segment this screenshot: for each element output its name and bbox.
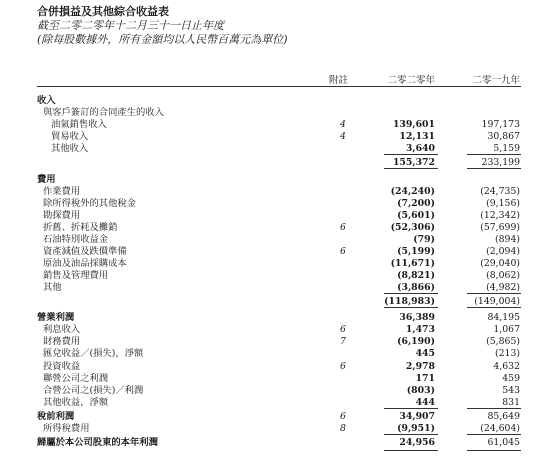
column-header-note: 附註 — [329, 75, 349, 86]
row-label: 其他收益，淨額 — [43, 397, 109, 408]
row-value-2020: (8,821) — [397, 270, 435, 281]
row-label: 費用 — [37, 174, 56, 185]
row-note: 4 — [340, 119, 346, 130]
row-value-2020: (79) — [413, 234, 435, 245]
row-value-2020: (6,190) — [397, 336, 435, 347]
row-value-2020: (11,671) — [390, 258, 435, 269]
row-note: 6 — [340, 246, 346, 257]
row-value-2019: 30,867 — [487, 131, 520, 142]
row-value-2020: (7,200) — [397, 198, 435, 209]
table-row — [0, 411, 550, 423]
row-value-2019: (149,004) — [474, 296, 520, 307]
total-rule — [467, 168, 521, 169]
total-rule — [384, 450, 438, 451]
header-rule — [37, 86, 521, 87]
total-rule — [467, 293, 521, 294]
row-label: 其他 — [43, 282, 62, 293]
total-rule — [384, 307, 438, 308]
row-note: 8 — [340, 423, 346, 434]
row-value-2020: 155,372 — [392, 157, 435, 168]
table-row — [0, 361, 550, 373]
row-value-2019: (12,342) — [480, 210, 520, 221]
row-label: 稅前利潤 — [37, 411, 75, 422]
row-note: 7 — [340, 336, 346, 347]
total-rule — [467, 434, 521, 435]
row-note: 6 — [340, 361, 346, 372]
table-row — [0, 119, 550, 131]
row-value-2019: 85,649 — [487, 411, 520, 422]
column-header-2019: 二零一九年 — [472, 75, 520, 86]
table-row — [0, 348, 550, 360]
total-rule — [384, 434, 438, 435]
total-rule — [384, 293, 438, 294]
row-label: 折舊、折耗及攤銷 — [43, 222, 118, 233]
row-value-2020: 445 — [415, 348, 435, 359]
table-row — [0, 198, 550, 210]
row-label: 利息收入 — [43, 324, 81, 335]
row-value-2019: (24,735) — [480, 186, 520, 197]
row-value-2020: 24,956 — [399, 437, 435, 448]
row-value-2019: (4,982) — [486, 282, 520, 293]
statement-period: 截至二零二零年十二月三十一日止年度 — [37, 19, 224, 32]
row-label: 投資收益 — [43, 361, 81, 372]
row-value-2020: 36,389 — [399, 312, 435, 323]
row-label: 石油特別收益金 — [43, 234, 109, 245]
row-value-2019: 61,045 — [487, 437, 520, 448]
row-value-2019: 233,199 — [481, 157, 520, 168]
row-value-2020: (3,866) — [397, 282, 435, 293]
table-row — [0, 373, 550, 385]
row-label: 資產減值及跌價準備 — [43, 246, 127, 257]
row-value-2019: (2,094) — [486, 246, 520, 257]
row-value-2019: 459 — [502, 373, 520, 384]
total-rule — [384, 168, 438, 169]
row-value-2020: (5,199) — [397, 246, 435, 257]
row-label: 聯營公司之利潤 — [43, 373, 109, 384]
table-row — [0, 186, 550, 198]
row-label: 所得稅費用 — [43, 423, 90, 434]
row-label: 與客戶簽訂的合同產生的收入 — [43, 107, 164, 118]
row-label: 作業費用 — [43, 186, 81, 197]
row-value-2019: (8,062) — [486, 270, 520, 281]
table-row — [0, 437, 550, 449]
row-value-2020: (5,601) — [397, 210, 435, 221]
row-label: 營業利潤 — [37, 312, 75, 323]
row-label: 財務費用 — [43, 336, 81, 347]
row-value-2019: (213) — [495, 348, 520, 359]
row-label: 歸屬於本公司股東的本年利潤 — [37, 437, 158, 448]
total-rule — [467, 450, 521, 451]
table-row — [0, 131, 550, 143]
row-value-2020: 171 — [415, 373, 435, 384]
row-value-2019: 197,173 — [481, 119, 520, 130]
row-note: 6 — [340, 324, 346, 335]
row-value-2019: (5,865) — [486, 336, 520, 347]
total-rule — [384, 154, 438, 155]
row-value-2019: (9,156) — [486, 198, 520, 209]
row-value-2019: (24,604) — [480, 423, 520, 434]
row-note: 4 — [340, 131, 346, 142]
table-row — [0, 210, 550, 222]
row-value-2020: 444 — [415, 397, 435, 408]
row-label: 原油及油品採購成本 — [43, 258, 127, 269]
row-value-2020: 1,473 — [405, 324, 435, 335]
row-value-2020: (24,240) — [390, 186, 435, 197]
table-row — [0, 385, 550, 397]
table-row — [0, 258, 550, 270]
row-note: 6 — [340, 411, 346, 422]
column-header-2020: 二零二零年 — [387, 75, 435, 86]
total-rule — [467, 307, 521, 308]
row-label: 勘探費用 — [43, 210, 81, 221]
statement-units: (除每股數據外，所有金額均以人民幣百萬元為單位) — [37, 33, 288, 46]
row-value-2020: 139,601 — [392, 119, 435, 130]
table-row — [0, 174, 550, 186]
row-value-2019: 1,067 — [493, 324, 520, 335]
table-row — [0, 336, 550, 348]
row-value-2020: 12,131 — [399, 131, 435, 142]
total-rule — [467, 154, 521, 155]
row-value-2020: (9,951) — [397, 423, 435, 434]
row-value-2020: 2,978 — [405, 361, 435, 372]
table-row — [0, 270, 550, 282]
row-value-2020: (52,306) — [390, 222, 435, 233]
table-row — [0, 107, 550, 119]
row-value-2019: (29,040) — [480, 258, 520, 269]
row-label: 收入 — [37, 95, 56, 106]
row-value-2020: (118,983) — [384, 296, 435, 307]
table-row — [0, 222, 550, 234]
table-row — [0, 234, 550, 246]
row-note: 6 — [340, 222, 346, 233]
row-value-2019: (894) — [495, 234, 520, 245]
row-value-2019: 5,159 — [493, 143, 520, 154]
row-label: 合營公司之(損失)／利潤 — [43, 385, 144, 396]
statement-title: 合併損益及其他綜合收益表 — [37, 5, 169, 18]
total-rule — [467, 408, 521, 409]
row-label: 除所得稅外的其他稅金 — [43, 198, 136, 209]
row-value-2019: 543 — [502, 385, 520, 396]
row-value-2019: (57,699) — [480, 222, 520, 233]
table-row — [0, 324, 550, 336]
table-row — [0, 95, 550, 107]
row-value-2020: 3,640 — [405, 143, 435, 154]
row-value-2019: 84,195 — [487, 312, 520, 323]
row-label: 銷售及管理費用 — [43, 270, 109, 281]
row-value-2020: (803) — [406, 385, 435, 396]
table-row — [0, 246, 550, 258]
total-rule — [384, 408, 438, 409]
row-value-2019: 4,632 — [493, 361, 520, 372]
row-value-2019: 831 — [502, 397, 520, 408]
row-label: 貿易收入 — [51, 131, 89, 142]
row-label: 油氣銷售收入 — [51, 119, 107, 130]
table-row — [0, 312, 550, 324]
row-label: 匯兌收益／(損失)，淨額 — [43, 348, 144, 359]
row-value-2020: 34,907 — [399, 411, 435, 422]
row-label: 其他收入 — [51, 143, 89, 154]
